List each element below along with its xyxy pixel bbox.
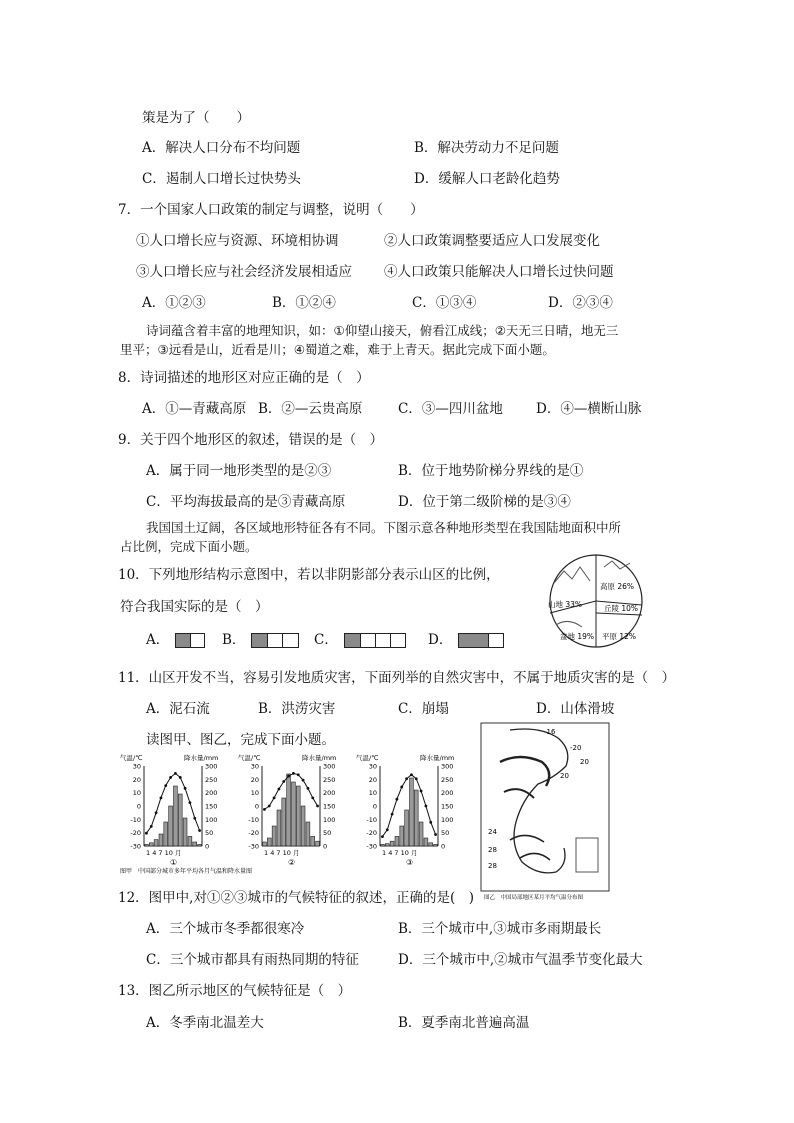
rain-tick-label: 50 xyxy=(205,829,214,838)
isotherm-label: -20 xyxy=(570,744,582,752)
poem-intro-line-2: 里平；③远看是山，近看是川；④蜀道之难，难于上青天。据此完成下面小题。 xyxy=(120,342,555,357)
q12-option-b: B．三个城市中,③城市多雨期最长 xyxy=(398,921,602,937)
q6-option-d: D．缓解人口老龄化趋势 xyxy=(414,171,560,187)
month-tick-labels: 1 4 7 10 月 xyxy=(146,849,182,857)
rain-bar xyxy=(434,844,438,846)
temp-axis-label: 气温/℃ xyxy=(356,754,379,762)
question-11-stem: 11．山区开发不当，容易引发地质灾害，下面列举的自然灾害中，不属于地质灾害的是（ ） xyxy=(118,670,676,686)
temp-tick-label: -30 xyxy=(366,842,377,851)
temp-tick-label: 30 xyxy=(368,762,377,771)
rain-axis-label: 降水量/mm xyxy=(184,754,219,762)
isotherm-label: 20 xyxy=(560,772,569,780)
rain-bar xyxy=(174,786,178,846)
isotherm-label: 24 xyxy=(488,828,497,836)
temp-tick-label: -10 xyxy=(366,815,377,824)
temp-tick-label: -20 xyxy=(366,829,377,838)
q8-option-a: A．①—青藏高原 xyxy=(142,401,247,417)
q10-option-c-label: C． xyxy=(314,632,338,648)
rain-bar xyxy=(390,841,394,846)
q10-d-bar-icon xyxy=(458,633,504,648)
rain-bar xyxy=(424,838,428,846)
q9-option-d: D．位于第二级阶梯的是③④ xyxy=(398,494,571,510)
rain-tick-label: 0 xyxy=(441,842,446,851)
rain-tick-label: 200 xyxy=(205,789,218,798)
rain-bar xyxy=(198,844,202,846)
rain-tick-label: 150 xyxy=(205,802,218,811)
q6-option-a: A．解决人口分布不均问题 xyxy=(142,140,301,156)
temp-tick-label: 10 xyxy=(250,789,259,798)
temp-tick-label: 20 xyxy=(132,775,141,784)
question-12-stem: 12．图甲中,对①②③城市的气候特征的叙述，正确的是( ) xyxy=(118,890,475,906)
rain-bar xyxy=(263,842,267,846)
rain-bar xyxy=(149,843,153,846)
month-tick-labels: 1 4 7 10 月 xyxy=(382,849,418,857)
q12-option-c: C．三个城市都具有雨热同期的特征 xyxy=(146,952,359,968)
pie-label-hill: 丘陵 10% xyxy=(604,604,639,613)
rain-tick-label: 200 xyxy=(441,789,454,798)
rain-bar xyxy=(385,844,389,846)
q8-option-b: B．②—云贵高原 xyxy=(258,401,363,417)
rain-bar xyxy=(145,844,149,846)
rain-bar xyxy=(429,843,433,846)
q11-option-c: C．崩塌 xyxy=(398,701,449,717)
q10-a-bar-icon xyxy=(175,633,205,648)
q7-option-c: C．①③④ xyxy=(412,295,477,311)
rain-tick-label: 150 xyxy=(441,802,454,811)
pie-label-basin: 盆地 19% xyxy=(560,632,595,641)
temp-tick-label: -30 xyxy=(248,842,259,851)
poem-intro-line-1: 诗词蕴含着丰富的地理知识，如：①仰望山接天，俯看江成线；②天无三日晴，地无三 xyxy=(146,323,619,338)
temp-tick-label: 0 xyxy=(136,802,141,811)
rain-bar xyxy=(410,778,414,846)
rain-bar xyxy=(296,786,300,846)
q11-option-d: D．山体滑坡 xyxy=(536,701,615,717)
rain-bar xyxy=(267,838,271,846)
rain-tick-label: 100 xyxy=(441,815,454,824)
rain-bar xyxy=(301,806,305,846)
rain-bar xyxy=(414,790,418,846)
rain-tick-label: 100 xyxy=(323,815,336,824)
rain-bar xyxy=(193,842,197,846)
q10-option-d-label: D． xyxy=(428,632,453,648)
temp-tick-label: -20 xyxy=(248,829,259,838)
rain-bar xyxy=(178,794,182,846)
q6-option-b: B．解决劳动力不足问题 xyxy=(414,140,559,156)
question-13-stem: 13．图乙所示地区的气候特征是（ ） xyxy=(118,983,352,999)
q7-statement-2: ②人口政策调整要适应人口发展变化 xyxy=(384,233,600,249)
rain-tick-label: 300 xyxy=(441,762,454,771)
rain-tick-label: 250 xyxy=(205,775,218,784)
rain-bar xyxy=(272,826,276,846)
pie-label-mountain: 山地 33% xyxy=(548,600,583,609)
isotherm-label: 20 xyxy=(580,758,589,766)
pie-label-plateau: 高原 26% xyxy=(600,582,635,591)
temp-tick-label: -30 xyxy=(130,842,141,851)
rain-bar xyxy=(419,822,423,846)
rain-tick-label: 200 xyxy=(323,789,336,798)
rain-bar xyxy=(400,826,404,846)
temp-tick-label: -20 xyxy=(130,829,141,838)
map-caption: 图乙 中国局部地区某月平均气温分布图 xyxy=(484,895,584,901)
q10-option-a-label: A． xyxy=(146,632,170,648)
rain-tick-label: 150 xyxy=(323,802,336,811)
terrain-intro-line-1: 我国国土辽阔，各区域地形特征各有不同。下图示意各种地形类型在我国陆地面积中所 xyxy=(146,520,622,535)
isotherm-label: 28 xyxy=(488,846,497,854)
rain-tick-label: 50 xyxy=(441,829,450,838)
rain-tick-label: 0 xyxy=(205,842,210,851)
temp-line xyxy=(264,773,317,809)
rain-bar xyxy=(292,782,296,846)
temp-tick-label: 10 xyxy=(132,789,141,798)
climate-charts-figure xyxy=(118,752,470,876)
city-label: ③ xyxy=(406,858,414,867)
pie-label-plain: 平原 12% xyxy=(602,632,637,641)
temp-axis-label: 气温/℃ xyxy=(238,754,261,762)
temp-line xyxy=(146,773,199,833)
terrain-intro-line-2: 占比例，完成下面小题。 xyxy=(120,539,258,554)
q13-option-b: B．夏季南北普遍高温 xyxy=(398,1015,530,1031)
rain-bar xyxy=(154,840,158,846)
temp-axis-label: 气温/℃ xyxy=(120,754,143,762)
temp-tick-label: 30 xyxy=(132,762,141,771)
rain-bar xyxy=(306,822,310,846)
question-6-stem-tail: 策是为了（ ） xyxy=(142,110,250,126)
temp-tick-label: 0 xyxy=(372,802,377,811)
question-10-stem-line-2: 符合我国实际的是（ ） xyxy=(120,599,269,615)
q8-option-d: D．④—横断山脉 xyxy=(536,401,642,417)
question-10-stem-line-1: 10．下列地形结构示意图中，若以非阴影部分表示山区的比例， xyxy=(118,567,500,583)
read-figures-intro: 读图甲、图乙，完成下面小题。 xyxy=(146,732,335,748)
rain-bar xyxy=(159,834,163,846)
rain-bar xyxy=(164,822,168,846)
rain-bar xyxy=(405,810,409,846)
q11-option-a: A．泥石流 xyxy=(146,701,210,717)
q12-option-a: A．三个城市冬季都很寒冷 xyxy=(146,921,305,937)
climate-caption: 图甲 中国部分城市多年平均各月气温和降水量图 xyxy=(120,868,253,875)
city-label: ② xyxy=(288,858,296,867)
q11-option-b: B．洪涝灾害 xyxy=(258,701,336,717)
rain-tick-label: 50 xyxy=(323,829,332,838)
q10-c-bar-icon xyxy=(344,633,406,648)
temp-tick-label: 20 xyxy=(250,775,259,784)
temp-line xyxy=(382,775,435,837)
rain-tick-label: 100 xyxy=(205,815,218,824)
rain-tick-label: 0 xyxy=(323,842,328,851)
q9-option-c: C．平均海拔最高的是③青藏高原 xyxy=(146,494,346,510)
isotherm-label: 28 xyxy=(488,862,497,870)
q8-option-c: C．③—四川盆地 xyxy=(398,401,503,417)
q13-option-a: A．冬季南北温差大 xyxy=(146,1015,264,1031)
rain-axis-label: 降水量/mm xyxy=(420,754,455,762)
q9-option-b: B．位于地势阶梯分界线的是① xyxy=(398,463,584,479)
terrain-pie-figure xyxy=(538,553,654,649)
q10-option-b-label: B． xyxy=(222,632,246,648)
question-8-stem: 8．诗词描述的地形区对应正确的是（ ） xyxy=(118,370,370,386)
rain-bar xyxy=(277,810,281,846)
question-9-stem: 9．关于四个地形区的叙述，错误的是（ ） xyxy=(118,432,384,448)
temp-tick-label: 30 xyxy=(250,762,259,771)
temp-tick-label: 0 xyxy=(254,802,259,811)
rain-bar xyxy=(282,798,286,846)
rain-tick-label: 250 xyxy=(323,775,336,784)
q7-statement-3: ③人口增长应与社会经济发展相适应 xyxy=(136,264,352,280)
rain-bar xyxy=(188,836,192,846)
q7-statement-1: ①人口增长应与资源、环境相协调 xyxy=(136,233,339,249)
q7-option-b: B．①②④ xyxy=(272,295,336,311)
map-frame xyxy=(481,723,609,891)
q10-option-b xyxy=(222,628,299,648)
rain-bar xyxy=(169,806,173,846)
temp-tick-label: 20 xyxy=(368,775,377,784)
q6-option-c: C．遏制人口增长过快势头 xyxy=(142,171,301,187)
q10-option-a xyxy=(146,628,205,648)
q7-option-d: D．②③④ xyxy=(548,295,613,311)
rain-bar xyxy=(311,836,315,846)
rain-tick-label: 300 xyxy=(205,762,218,771)
temp-tick-label: 10 xyxy=(368,789,377,798)
q9-option-a: A．属于同一地形类型的是②③ xyxy=(146,463,332,479)
rain-bar xyxy=(287,774,291,846)
rain-bar xyxy=(381,844,385,846)
q10-option-d xyxy=(428,628,504,648)
temp-tick-label: -10 xyxy=(248,815,259,824)
q12-option-d: D．三个城市中,②城市气温季节变化最大 xyxy=(398,952,643,968)
rain-tick-label: 250 xyxy=(441,775,454,784)
q7-statement-4: ④人口政策只能解决人口增长过快问题 xyxy=(384,264,614,280)
temp-tick-label: -10 xyxy=(130,815,141,824)
rain-tick-label: 300 xyxy=(323,762,336,771)
q7-option-a: A．①②③ xyxy=(142,295,206,311)
question-7-stem: 7．一个国家人口政策的制定与调整，说明（ ） xyxy=(118,202,424,218)
city-label: ① xyxy=(170,858,178,867)
china-isotherm-map xyxy=(480,722,610,902)
isotherm-label: -16 xyxy=(544,728,556,736)
month-tick-labels: 1 4 7 10 月 xyxy=(264,849,300,857)
q10-option-c xyxy=(314,628,406,648)
q10-b-bar-icon xyxy=(251,633,299,648)
rain-bar xyxy=(316,841,320,846)
rain-bar xyxy=(183,818,187,846)
rain-bar xyxy=(395,836,399,846)
rain-axis-label: 降水量/mm xyxy=(302,754,337,762)
